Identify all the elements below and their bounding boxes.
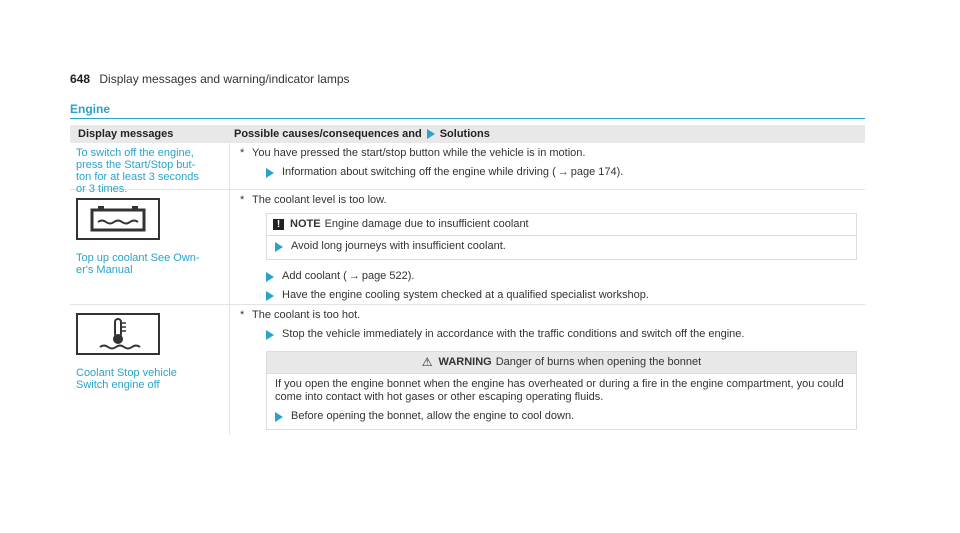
step-arrow-icon — [266, 272, 274, 282]
step-arrow-icon — [266, 330, 274, 340]
note-box — [266, 213, 857, 260]
bullet-asterisk: * — [240, 194, 245, 206]
display-message-cell — [70, 143, 230, 195]
solution-arrow-icon — [427, 129, 435, 139]
note-text: Engine damage due to insufficient coolant — [324, 218, 529, 230]
note-step-text: Avoid long journeys with insufficient coolant. — [291, 240, 506, 252]
note-step — [267, 235, 856, 259]
table-row — [70, 305, 865, 435]
page-ref-arrow-icon: → — [557, 166, 569, 178]
warning-triangle-icon: ⚠ — [421, 355, 433, 369]
col-header-messages: Display messages — [78, 128, 174, 140]
step-arrow-icon — [266, 291, 274, 301]
warning-body: If you open the engine bonnet when the engine has overheated or during a fire in the engine compartment, you could come into contact with hot gases or other escaping operating fluids. — [267, 373, 856, 406]
cause-text: You have pressed the start/stop button while the vehicle is in motion. — [252, 147, 586, 159]
step-arrow-icon — [275, 242, 283, 252]
section-divider — [70, 118, 865, 119]
message-line: Coolant Stop vehicle — [76, 367, 177, 379]
coolant-level-icon — [76, 198, 160, 240]
page-reference-link[interactable]: page 522). — [361, 270, 415, 282]
table-row — [70, 190, 865, 305]
bullet-asterisk: * — [240, 309, 245, 321]
display-message-cell — [70, 305, 230, 435]
cause-cell — [230, 143, 865, 189]
step-text: Stop the vehicle immediately in accordance with the traffic conditions and switch off the engine. — [282, 328, 745, 340]
solution-step — [240, 270, 865, 283]
step-arrow-icon — [266, 168, 274, 178]
step-arrow-icon — [275, 412, 283, 422]
message-line: Switch engine off — [76, 379, 160, 391]
warning-label: WARNING — [438, 356, 492, 368]
message-line: Top up coolant See Own- — [76, 252, 200, 264]
note-exclamation-icon: ! — [273, 219, 284, 230]
message-line: ton for at least 3 seconds — [76, 171, 199, 183]
note-header — [267, 214, 856, 235]
cause-cell — [230, 305, 865, 435]
solution-step — [240, 289, 865, 302]
step-text: Information about switching off the engine while driving ( — [282, 166, 556, 178]
page-reference-link[interactable]: page 174). — [570, 166, 624, 178]
page-number: 648 — [70, 72, 91, 86]
solution-step — [240, 328, 865, 341]
warning-box — [266, 351, 857, 430]
cause-text: The coolant is too hot. — [252, 309, 361, 321]
cause-text: The coolant level is too low. — [252, 194, 387, 206]
solution-step — [240, 166, 865, 179]
cause-cell — [230, 190, 865, 304]
table-header — [70, 125, 865, 143]
cause-line — [240, 194, 865, 207]
messages-table — [70, 125, 865, 435]
note-label: NOTE — [290, 218, 321, 230]
message-line: press the Start/Stop but- — [76, 159, 196, 171]
cause-line — [240, 309, 865, 322]
warning-step-text: Before opening the bonnet, allow the engine to cool down. — [291, 410, 575, 422]
page-ref-arrow-icon: → — [348, 270, 360, 282]
table-row — [70, 143, 865, 195]
message-line: er's Manual — [76, 264, 133, 276]
warning-text: Danger of burns when opening the bonnet — [495, 356, 702, 368]
col-header-causes — [230, 128, 865, 140]
page-header — [70, 72, 350, 86]
col-header-solutions-label: Solutions — [439, 128, 490, 140]
step-text: Have the engine cooling system checked at a qualified specialist workshop. — [282, 289, 649, 301]
coolant-temperature-icon — [76, 313, 160, 355]
step-text: Add coolant ( — [282, 270, 347, 282]
message-line: To switch off the engine, — [76, 147, 194, 159]
page-header-title: Display messages and warning/indicator lamps — [99, 72, 350, 86]
col-header-causes-label: Possible causes/consequences and — [234, 128, 422, 140]
warning-step — [267, 406, 856, 429]
cause-line — [240, 147, 865, 160]
message-line: or 3 times. — [76, 183, 128, 195]
display-message-cell — [70, 190, 230, 304]
warning-header — [267, 352, 856, 373]
section-title: Engine — [70, 102, 111, 116]
bullet-asterisk: * — [240, 147, 245, 159]
